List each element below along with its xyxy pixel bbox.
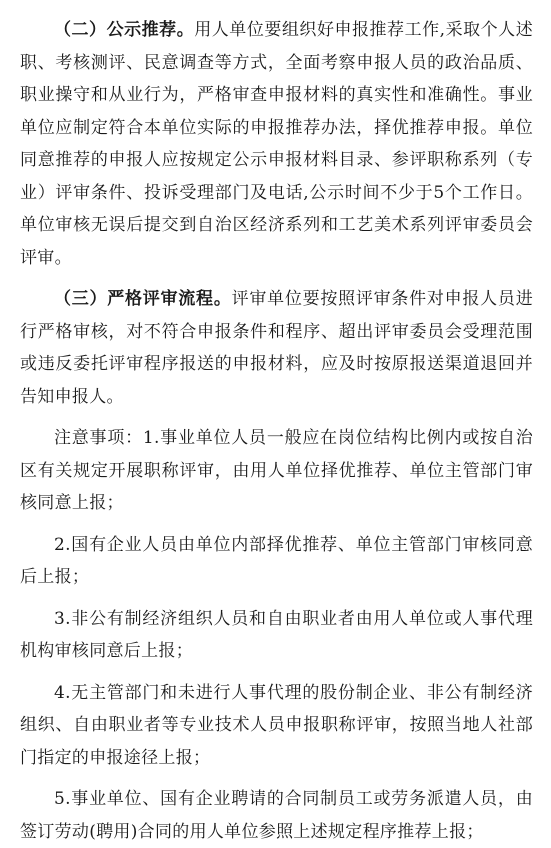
section-strict-review xyxy=(20,283,533,413)
section-heading: （三）严格评审流程。 xyxy=(54,289,232,309)
section-body: 用人单位要组织好申报推荐工作,采取个人述职、考核测评、民意调查等方式，全面考察申报人员的政治品质、职业操守和从业行为，严格审查申报材料的真实性和准确性。事业单位应制定符合本单位实际的申报推荐办法，择优推荐申报。单位同意推荐的申报人应按规定公示申报材料目录、参评职称系列（专业）评审条件、投诉受理部门及电话,公示时间不少于5个工作日。单位审核无误后提交到自治区经济系列和工艺美术系列评审委员会评审。 xyxy=(20,20,533,268)
section-heading: （二）公示推荐。 xyxy=(54,20,195,40)
notes-intro: 注意事项：1.事业单位人员一般应在岗位结构比例内或按自治区有关规定开展职称评审，由用人单位择优推荐、单位主管部门审核同意上报； xyxy=(20,428,533,513)
section-publicity-recommendation xyxy=(20,14,533,274)
section-body: 评审单位要按照评审条件对申报人员进行严格审核，对不符合申报条件和程序、超出评审委员会受理范围或违反委托评审程序报送的申报材料，应及时按原报送渠道退回并告知申报人。 xyxy=(20,289,533,407)
note-item: 5.事业单位、国有企业聘请的合同制员工或劳务派遣人员，由签订劳动(聘用)合同的用人单位参照上述规定程序推荐上报； xyxy=(20,789,533,842)
note-item: 3.非公有制经济组织人员和自由职业者由用人单位或人事代理机构审核同意后上报； xyxy=(20,608,533,661)
note-item: 4.无主管部门和未进行人事代理的股份制企业、非公有制经济组织、自由职业者等专业技术人员申报职称评审，按照当地人社部门指定的申报途径上报； xyxy=(20,682,533,768)
note-item: 2.国有企业人员由单位内部择优推荐、单位主管部门审核同意后上报； xyxy=(20,534,533,587)
